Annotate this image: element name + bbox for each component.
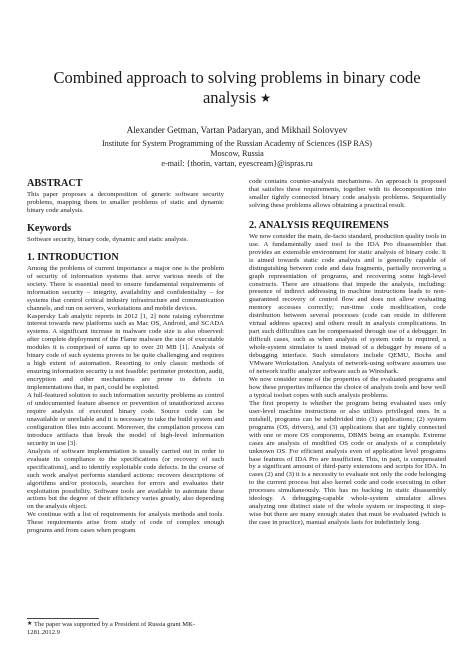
intro-paragraph: Among the problems of current importance a major one is the problem of security of information systems that serve various needs of the society. There is essential need to ensure fundamental requirements of information security – integrity, availability and confidentiality – for systems that control critical industry infrastructure and communication channels, and run on servers, workstations and mobile devices. — [27, 264, 224, 312]
abstract-heading: ABSTRACT — [27, 178, 83, 189]
affiliation-institute: Institute for System Programming of the Russian Academy of Sciences (ISP RAS) — [101, 139, 373, 148]
affiliation-block — [30, 139, 444, 168]
intro-paragraph: Analysis of software implementation is usually carried out in order to evaluate its compliance to the specifications (or recovery of such specifications), and to identify exploitable code defects. In the course of such work analyst performs standard actions: recovers descriptions of algorithms and/or protocols, searches for errors and evaluates their exploitation possibility. Software tools are available to automate these actions but the degree of their efficiency varies greatly, also depending on the analysis object. — [27, 447, 224, 511]
footnote-text: The paper was supported by a President of Russia grant MK-1281.2012.9 — [27, 621, 196, 636]
section2-paragraph: The first property is whether the program being evaluated uses only user-level machine instructions or also utilizes privileged ones. In a nutshell, programs can be subdivided into (1) applications; (2) system programs (OS, drivers), and (3) applications that are tightly connected with one or more OS components, DBMS being an example. Extreme cases are analysis of modified OS code or analysis of a completely unknown OS. For efficient analysis even of application level programs base features of IDA Pro are insufficient. This, in part, is compensated by a significant amount of third-party extensions and scripts for IDA. In cases (2) and (3) it is a necessity to evaluate not only the code belonging to the current process but also kernel code and code executing in other processes simultaneously. This has no backing in static disassembly ideology. A debugging-capable whole-system simulator allows analyzing one distinct state of the whole system or inspecting it step-wise but there are many enough states that must be evaluated (which is the case in practice), manual analysis lasts for indefinitely long. — [249, 399, 446, 527]
keywords-text: Software security, binary code, dynamic and static analysis. — [27, 235, 189, 243]
footnote-mark: ★ — [27, 621, 33, 627]
abstract-text: This paper proposes a decomposition of generic software security problems, mapping them to smaller problems of static and dynamic binary code analysis. — [27, 191, 224, 214]
left-column — [27, 178, 224, 535]
paper-title-text: Combined approach to solving problems in binary code analysis — [53, 68, 421, 107]
right-column — [249, 178, 446, 527]
title-footnote-mark: ★ — [260, 91, 272, 105]
intro-paragraph: A full-featured solution to such information security problems as control of undocumented feature absence or prevention of unauthorized access require analysis of executed binary code. Source code can be unavailable or unreliable and it is necessary to take the build system and configuration files into account. Moreover, the compilation process can introduce artifacts that break the model of high-level information security in use [3]. — [27, 392, 224, 447]
intro-paragraph: We continue with a list of requirements for analysis methods and tools. These requirements arise from study of code of complex enough programs and from cases when program — [27, 511, 224, 535]
continued-paragraph: code contains counter-analysis mechanisms. An approach is proposed that satisfies these requirements, together with its decomposition into smaller tightly connected binary code analysis problems. Sequentially solving these problems allows obtaining a practical result. — [249, 178, 446, 209]
section2-heading: 2. ANALYSIS REQUIREMENS — [249, 219, 389, 231]
section2-paragraph: We now consider the main, de-facto standard, production quality tools in use. A fundamentally used tool is the IDA Pro disassembler that provides an extensible environment for static analysis of binary code. It is aimed towards static code analysis and is generally capable of distinguishing between code and data fragments, partially recovering a graph representation of programs, and recovering some high-level constructs. There are situations that impede the analysis, including: presence of indirect addressing in machine instructions leads to non-guaranteed recovery of control flow and does not allow evaluating memory accesses correctly; run-time code modification, code distribution between several processes (code can reside in different virtual address spaces) and others result in analysis complications. In part such difficulties can be compensated through use of a debugger. In difficult cases, such as when analysis of system code is required, a whole-system simulator is used instead of a debugger by means of a debugging interface. Such simulators include QEMU, Bochs and VMware Workstation. Analysis of network-using software assumes use of network traffic analyzer software such as Wireshark. — [249, 232, 446, 376]
keywords-heading: Keywords — [27, 222, 72, 234]
affiliation-email: e-mail: {thorin, vartan, eyescream}@ispras.ru — [161, 158, 313, 168]
section2-paragraph: We now consider some of the properties of the evaluated programs and how these properties influence the choice of analysis tools and how well a typical toolset copes with such analysis problems. — [249, 375, 446, 399]
intro-paragraph: Kaspersky Lab analytic reports in 2012 [1, 2] note raising cybercrime interest towards new platforms such as Mac OS, Android, and SCADA systems. A significant increase in malware code size is also observed: after complete deployment of the Flame malware the size of executable modules it is comprised of sums up to over 20 MB [1]. Analysis of binary code of such systems proves to be quite challenging and requires a high extent of automation. Resorting to only classic methods of ensuring information security is not feasible: perimeter protection, audit, encryption and other mechanisms are prone to defects in implementations that, in part, could be exploited. — [27, 312, 224, 392]
footnote-rule — [27, 618, 99, 619]
paper-authors: Alexander Getman, Vartan Padaryan, and Mikhail Solovyev — [126, 125, 348, 135]
footnote — [27, 618, 224, 637]
affiliation-city: Moscow, Russia — [210, 148, 264, 158]
introduction-heading: 1. INTRODUCTION — [27, 251, 119, 263]
paper-title — [30, 68, 444, 108]
